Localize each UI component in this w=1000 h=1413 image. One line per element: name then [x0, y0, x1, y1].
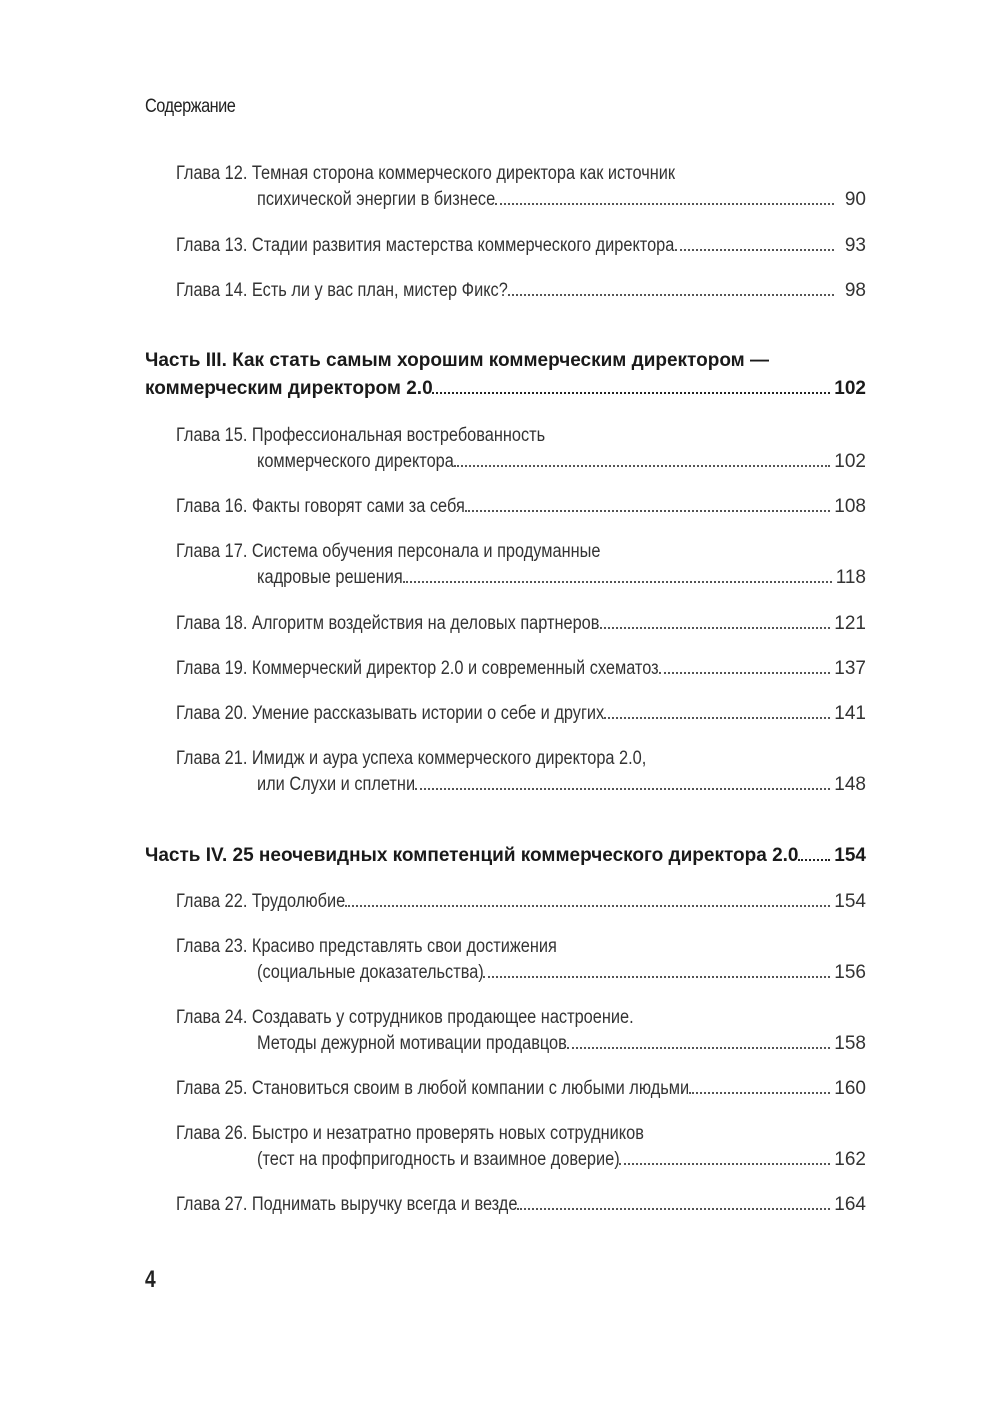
toc-page-number: 141 [834, 703, 866, 724]
toc-line [176, 496, 866, 522]
toc-title: Глава 26. Быстро и незатратно проверять новых сотрудников [176, 1123, 644, 1144]
toc-title: Глава 17. Система обучения персонала и продуманные [176, 541, 601, 562]
toc-page-number: 108 [834, 496, 866, 517]
toc-line [176, 425, 866, 451]
dot-leader [495, 203, 834, 205]
toc-chapter-entry [176, 1007, 866, 1059]
toc-page-number: 90 [844, 189, 866, 210]
toc-chapter-entry [176, 541, 866, 593]
toc-line [176, 189, 866, 215]
toc-line [176, 451, 866, 477]
toc-line [176, 1123, 866, 1149]
toc-line [176, 1194, 866, 1220]
toc-chapter-entry [176, 613, 866, 639]
toc-chapter-entry [176, 748, 866, 800]
toc-title: или Слухи и сплетни [257, 774, 416, 795]
toc-title: Глава 23. Красиво представлять свои достижения [176, 936, 557, 957]
dot-leader [483, 976, 830, 978]
toc-line [176, 235, 866, 261]
toc-page-number: 154 [834, 891, 866, 912]
dot-leader [345, 905, 830, 907]
toc-title: Глава 16. Факты говорят сами за себя [176, 496, 465, 517]
toc-title: кадровые решения [257, 567, 403, 588]
toc-page-number: 162 [834, 1149, 866, 1170]
page-number: 4 [145, 1266, 156, 1293]
toc-title: Глава 13. Стадии развития мастерства коммерческого директора [176, 235, 675, 256]
toc-chapter-entry [176, 936, 866, 988]
dot-leader [454, 465, 831, 467]
toc-title: Глава 15. Профессиональная востребованность [176, 425, 546, 446]
dot-leader [567, 1047, 830, 1049]
toc-title: Глава 20. Умение рассказывать истории о себе и других [176, 703, 605, 724]
toc-part-entry [145, 350, 866, 406]
dot-leader [675, 249, 834, 251]
toc-page-number: 102 [834, 451, 866, 472]
toc-line [145, 350, 866, 378]
toc-title: Глава 21. Имидж и аура успеха коммерческого директора 2.0, [176, 748, 647, 769]
toc-title: Часть III. Как стать самым хорошим коммерческим директором — [145, 350, 770, 371]
toc-line [176, 541, 866, 567]
toc-line [145, 845, 866, 873]
toc-chapter-entry [176, 496, 866, 522]
toc-title: Глава 18. Алгоритм воздействия на деловых партнеров [176, 613, 600, 634]
dot-leader [689, 1092, 831, 1094]
dot-leader [600, 627, 830, 629]
toc-line [176, 703, 866, 729]
toc-title: Часть IV. 25 неочевидных компетенций коммерческого директора 2.0 [145, 845, 799, 866]
toc-title: Глава 12. Темная сторона коммерческого директора как источник [176, 163, 676, 184]
dot-leader [604, 717, 830, 719]
toc-chapter-entry [176, 658, 866, 684]
toc-chapter-entry [176, 1123, 866, 1175]
toc-line [176, 1033, 866, 1059]
dot-leader [403, 581, 832, 583]
dot-leader [517, 1208, 830, 1210]
dot-leader [508, 294, 834, 296]
toc-line [176, 280, 866, 306]
toc-chapter-entry [176, 163, 866, 215]
toc-page-number: 98 [844, 280, 866, 301]
toc-title: Глава 22. Трудолюбие [176, 891, 346, 912]
dot-leader [465, 510, 831, 512]
toc-chapter-entry [176, 235, 866, 261]
toc-chapter-entry [176, 280, 866, 306]
toc-line [176, 748, 866, 774]
toc-line [176, 613, 866, 639]
toc-page-number: 102 [834, 378, 866, 399]
toc-line [176, 1007, 866, 1033]
toc-title: (тест на профпригодность и взаимное доверие) [257, 1149, 620, 1170]
toc-title: (социальные доказательства) [257, 962, 484, 983]
toc-chapter-entry [176, 425, 866, 477]
toc-page-number: 154 [834, 845, 866, 866]
toc-part-entry [145, 845, 866, 873]
toc-title: Глава 27. Поднимать выручку всегда и везде [176, 1194, 518, 1215]
dot-leader [659, 672, 830, 674]
toc-page-number: 121 [834, 613, 866, 634]
dot-leader [415, 788, 830, 790]
toc-title: Глава 14. Есть ли у вас план, мистер Фикс? [176, 280, 508, 301]
toc-title: коммерческим директором 2.0 [145, 378, 433, 399]
toc-page-number: 156 [834, 962, 866, 983]
running-header: Содержание [145, 96, 236, 117]
toc-chapter-entry [176, 891, 866, 917]
dot-leader [798, 859, 830, 861]
toc-line [176, 891, 866, 917]
toc-chapter-entry [176, 1194, 866, 1220]
toc-line [176, 1078, 866, 1104]
toc-line [176, 962, 866, 988]
toc-title: Глава 25. Становиться своим в любой компании с любыми людьми [176, 1078, 690, 1099]
toc-title: коммерческого директора [257, 451, 454, 472]
toc-title: психической энергии в бизнесе [257, 189, 496, 210]
toc-page-number: 148 [834, 774, 866, 795]
toc-line [176, 774, 866, 800]
toc-line [176, 567, 866, 593]
toc-title: Глава 19. Коммерческий директор 2.0 и современный схематоз [176, 658, 659, 679]
toc-page-number: 164 [834, 1194, 866, 1215]
toc-line [176, 658, 866, 684]
toc-page-number: 137 [834, 658, 866, 679]
toc-page-number: 118 [835, 567, 866, 588]
toc-line [176, 1149, 866, 1175]
toc-chapter-entry [176, 703, 866, 729]
toc-page-number: 160 [834, 1078, 866, 1099]
toc-chapter-entry [176, 1078, 866, 1104]
toc-page-number: 158 [834, 1033, 866, 1054]
toc-line [145, 378, 866, 406]
dot-leader [432, 392, 830, 394]
toc-page-number: 93 [844, 235, 866, 256]
toc-line [176, 163, 866, 189]
toc-line [176, 936, 866, 962]
toc-title: Методы дежурной мотивации продавцов [257, 1033, 567, 1054]
toc-title: Глава 24. Создавать у сотрудников продающее настроение. [176, 1007, 634, 1028]
dot-leader [619, 1163, 830, 1165]
